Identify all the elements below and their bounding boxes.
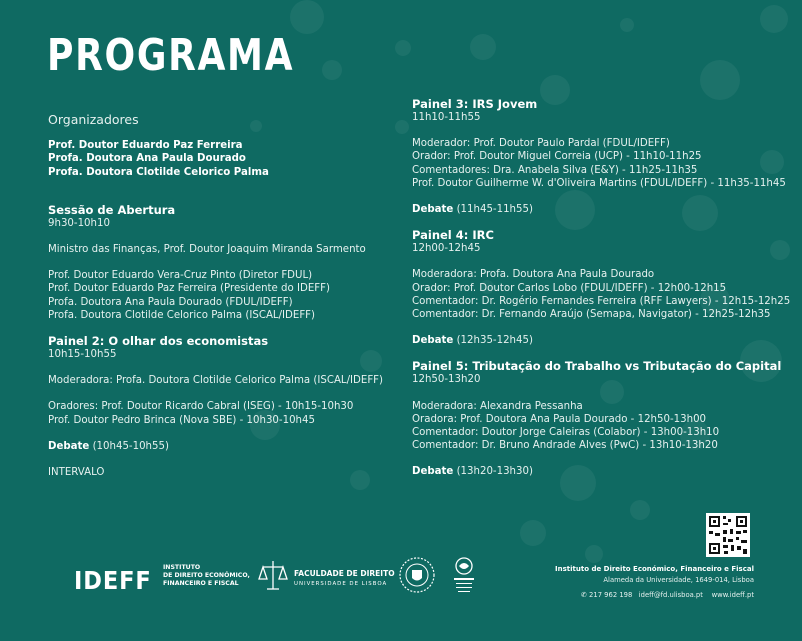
panel5-time: 12h50-13h20 [412, 374, 481, 386]
panel3-line: Orador: Prof. Doutor Miguel Correia (UCP) - 11h10-11h25 [412, 151, 702, 163]
contact-info [555, 564, 754, 601]
contact-title: Instituto de Direito Económico, Financeiro e Fiscal [555, 565, 754, 573]
panel4-line: Comentador: Dr. Fernando Araújo (Semapa, Navigator) - 12h25-12h35 [412, 309, 771, 321]
debate-label: Debate [412, 335, 454, 347]
opening-speaker: Profa. Doutora Clotilde Celorico Palma (ISCAL/IDEFF) [48, 309, 316, 321]
opening-session-heading: Sessão de Abertura [48, 202, 176, 217]
ideff-name-line: FINANCEIRO E FISCAL [163, 580, 239, 587]
organizer-name: Prof. Doutor Eduardo Paz Ferreira [48, 140, 243, 152]
faculdade-direito-name [294, 569, 395, 589]
left-column [48, 113, 398, 479]
organizers-heading: Organizadores [48, 112, 139, 127]
ideff-institute-name [163, 564, 250, 588]
panel4-debate [412, 334, 797, 347]
panel5-heading: Painel 5: Tributação do Trabalho vs Tributação do Capital [412, 359, 782, 374]
panel2-speaker: Oradores: Prof. Doutor Ricardo Cabral (ISEG) - 10h15-10h30 [48, 401, 354, 413]
panel4-time: 12h00-12h45 [412, 243, 481, 255]
opening-speaker: Prof. Doutor Eduardo Vera-Cruz Pinto (Diretor FDUL) [48, 270, 313, 282]
panel3-debate [412, 203, 797, 216]
cideff-logo-icon [448, 556, 480, 598]
opening-session-time: 9h30-10h10 [48, 217, 110, 229]
opening-minister: Ministro das Finanças, Prof. Doutor Joaquim Miranda Sarmento [48, 244, 366, 256]
panel2-speaker: Prof. Doutor Pedro Brinca (Nova SBE) - 10h30-10h45 [48, 414, 315, 426]
panel4-heading: Painel 4: IRC [412, 228, 494, 243]
debate-label: Debate [412, 204, 454, 216]
organizer-name: Profa. Doutora Clotilde Celorico Palma [48, 166, 269, 178]
university-seal-icon [398, 556, 436, 594]
contact-address: Alameda da Universidade, 1649-014, Lisboa [603, 575, 754, 584]
ideff-logo: IDEFF [74, 566, 152, 595]
contact-phone: 217 962 198 [589, 591, 633, 599]
panel2-moderator: Moderadora: Profa. Doutora Clotilde Celorico Palma (ISCAL/IDEFF) [48, 375, 384, 387]
page-title: PROGRAMA [47, 30, 295, 81]
panel3-time: 11h10-11h55 [412, 112, 481, 123]
phone-icon: ✆ [581, 591, 587, 599]
ideff-name-line: DE DIREITO ECONÓMICO, [163, 572, 250, 579]
debate-label: Debate [412, 466, 454, 478]
panel2-debate [48, 440, 398, 453]
panel5-debate [412, 465, 797, 478]
debate-time: (13h20-13h30) [456, 466, 533, 478]
panel3-heading: Painel 3: IRS Jovem [412, 97, 538, 111]
interval-label: INTERVALO [48, 467, 105, 479]
right-column [412, 97, 797, 479]
panel3-line: Prof. Doutor Guilherme W. d'Oliveira Martins (FDUL/IDEFF) - 11h35-11h45 [412, 177, 786, 189]
panel3-line: Comentadores: Dra. Anabela Silva (E&Y) - 11h25-11h35 [412, 164, 698, 176]
contact-website[interactable]: www.ideff.pt [711, 591, 754, 599]
organizer-name: Profa. Doutora Ana Paula Dourado [48, 153, 246, 165]
footer [0, 555, 802, 615]
faculdade-direito-logo-icon [258, 559, 288, 591]
fd-sub: UNIVERSIDADE DE LISBOA [294, 581, 388, 587]
qr-code-icon[interactable] [706, 513, 750, 557]
debate-time: (10h45-10h55) [92, 440, 169, 452]
panel2-time: 10h15-10h55 [48, 349, 117, 361]
panel4-line: Comentador: Dr. Rogério Fernandes Ferreira (RFF Lawyers) - 12h15-12h25 [412, 295, 791, 307]
opening-speaker: Prof. Doutor Eduardo Paz Ferreira (Presidente do IDEFF) [48, 283, 330, 295]
debate-label: Debate [48, 440, 90, 452]
panel5-line: Comentador: Dr. Bruno Andrade Alves (PwC) - 13h10-13h20 [412, 440, 718, 452]
panel5-line: Oradora: Prof. Doutora Ana Paula Dourado - 12h50-13h00 [412, 413, 707, 425]
contact-row [555, 590, 754, 601]
fd-name: FACULDADE DE DIREITO [294, 569, 395, 578]
panel4-line: Moderadora: Profa. Doutora Ana Paula Dourado [412, 269, 655, 281]
ideff-name-line: INSTITUTO [163, 564, 201, 571]
debate-time: (11h45-11h55) [456, 204, 533, 216]
contact-email[interactable]: ideff@fd.ulisboa.pt [638, 591, 703, 599]
opening-speaker: Profa. Doutora Ana Paula Dourado (FDUL/IDEFF) [48, 296, 293, 308]
panel2-heading: Painel 2: O olhar dos economistas [48, 334, 269, 349]
debate-time: (12h35-12h45) [456, 335, 533, 347]
panel4-line: Orador: Prof. Doutor Carlos Lobo (FDUL/IDEFF) - 12h00-12h15 [412, 282, 727, 294]
panel3-line: Moderador: Prof. Doutor Paulo Pardal (FDUL/IDEFF) [412, 138, 670, 150]
panel5-line: Comentador: Doutor Jorge Caleiras (Colabor) - 13h00-13h10 [412, 427, 720, 439]
panel5-line: Moderadora: Alexandra Pessanha [412, 400, 583, 412]
